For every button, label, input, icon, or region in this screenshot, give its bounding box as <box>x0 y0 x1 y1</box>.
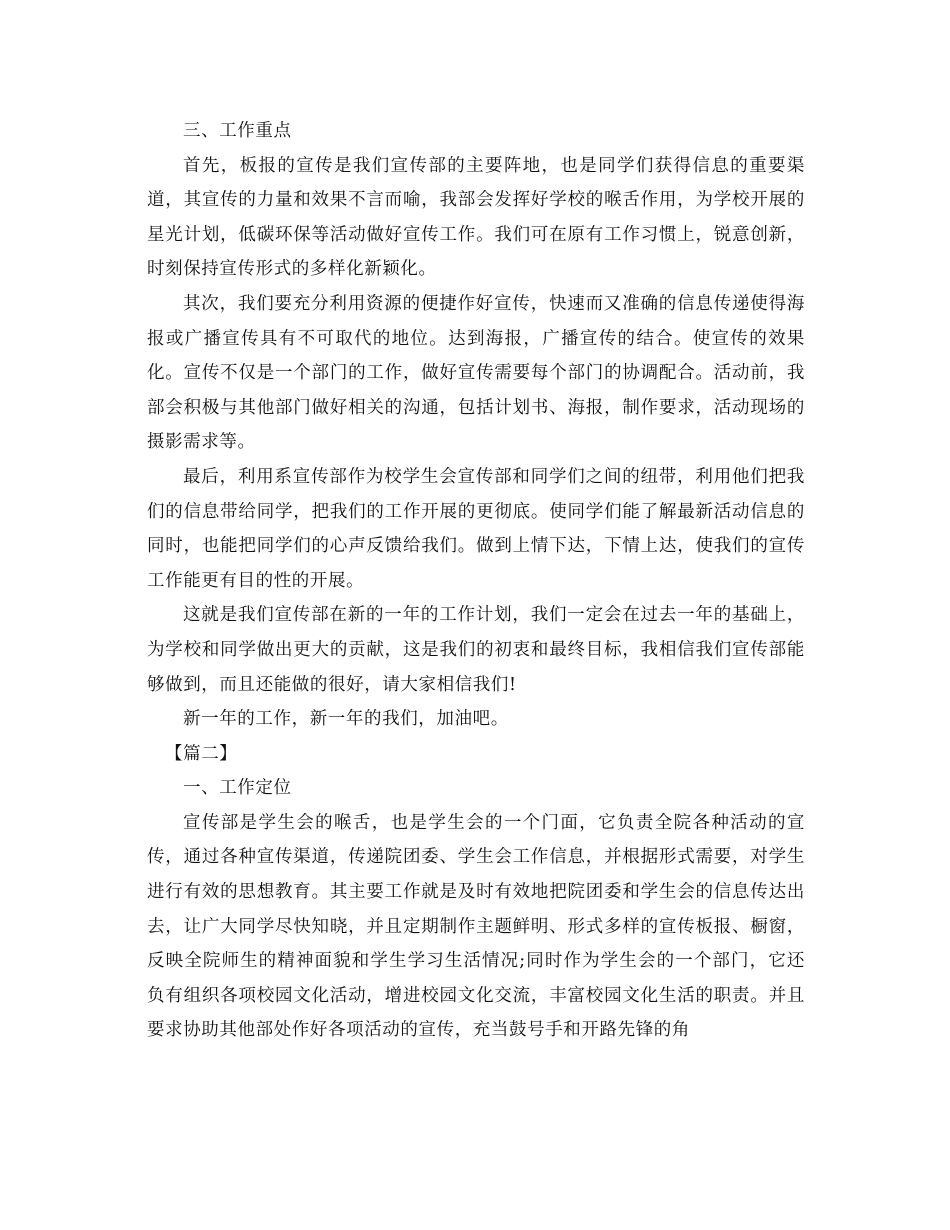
part-two-heading: 【篇二】 <box>165 743 238 764</box>
paragraph-department-bridge: 最后，利用系宣传部作为校学生会宣传部和同学们之间的纽带，利用他们把我们的信息带给同学，把我们的工作开展的更彻底。使同学们能了解最新活动信息的同时，也能把同学们的心声反馈给我们。做到上情下达，下情上达，使我们的宣传工作能更有目的性的开展。 <box>147 466 805 591</box>
paragraph-resources-publicity: 其次，我们要充分利用资源的便捷作好宣传，快速而又准确的信息传递使得海报或广播宣传具有不可取代的地位。达到海报，广播宣传的结合。使宣传的效果化。宣传不仅是一个部门的工作，做好宣传需要每个部门的协调配合。活动前，我部会积极与其他部门做好相关的沟通，包括计划书、海报，制作要求，活动现场的摄影需求等。 <box>147 293 805 453</box>
document-body <box>147 114 805 1048</box>
paragraph-department-role: 宣传部是学生会的喉舌，也是学生会的一个门面，它负责全院各种活动的宣传，通过各种宣传渠道，传递院团委、学生会工作信息，并根据形式需要，对学生进行有效的思想教育。其主要工作就是及时有效地把院团委和学生会的信息传达出去，让广大同学尽快知晓，并且定期制作主题鲜明、形式多样的宣传板报、橱窗，反映全院师生的精神面貌和学生学习生活情况;同时作为学生会的一个部门，它还负有组织各项校园文化活动，增进校园文化交流，丰富校园文化生活的职责。并且要求协助其他部处作好各项活动的宣传，充当鼓号手和开路先锋的角 <box>147 812 805 1041</box>
section-heading-work-focus: 三、工作重点 <box>183 121 292 141</box>
paragraph-blackboard-publicity: 首先，板报的宣传是我们宣传部的主要阵地，也是同学们获得信息的重要渠道，其宣传的力量和效果不言而喻，我部会发挥好学校的喉舌作用，为学校开展的星光计划，低碳环保等活动做好宣传工作。我们可在原有工作习惯上，锐意创新，时刻保持宣传形式的多样化新颖化。 <box>147 155 805 280</box>
paragraph-plan-summary: 这就是我们宣传部在新的一年的工作计划，我们一定会在过去一年的基础上，为学校和同学做出更大的贡献，这是我们的初衷和最终目标，我相信我们宣传部能够做到，而且还能做的很好，请大家相信我们! <box>147 605 805 695</box>
section-heading-work-positioning: 一、工作定位 <box>183 778 292 799</box>
paragraph-closing-cheer: 新一年的工作，新一年的我们，加油吧。 <box>183 709 509 730</box>
